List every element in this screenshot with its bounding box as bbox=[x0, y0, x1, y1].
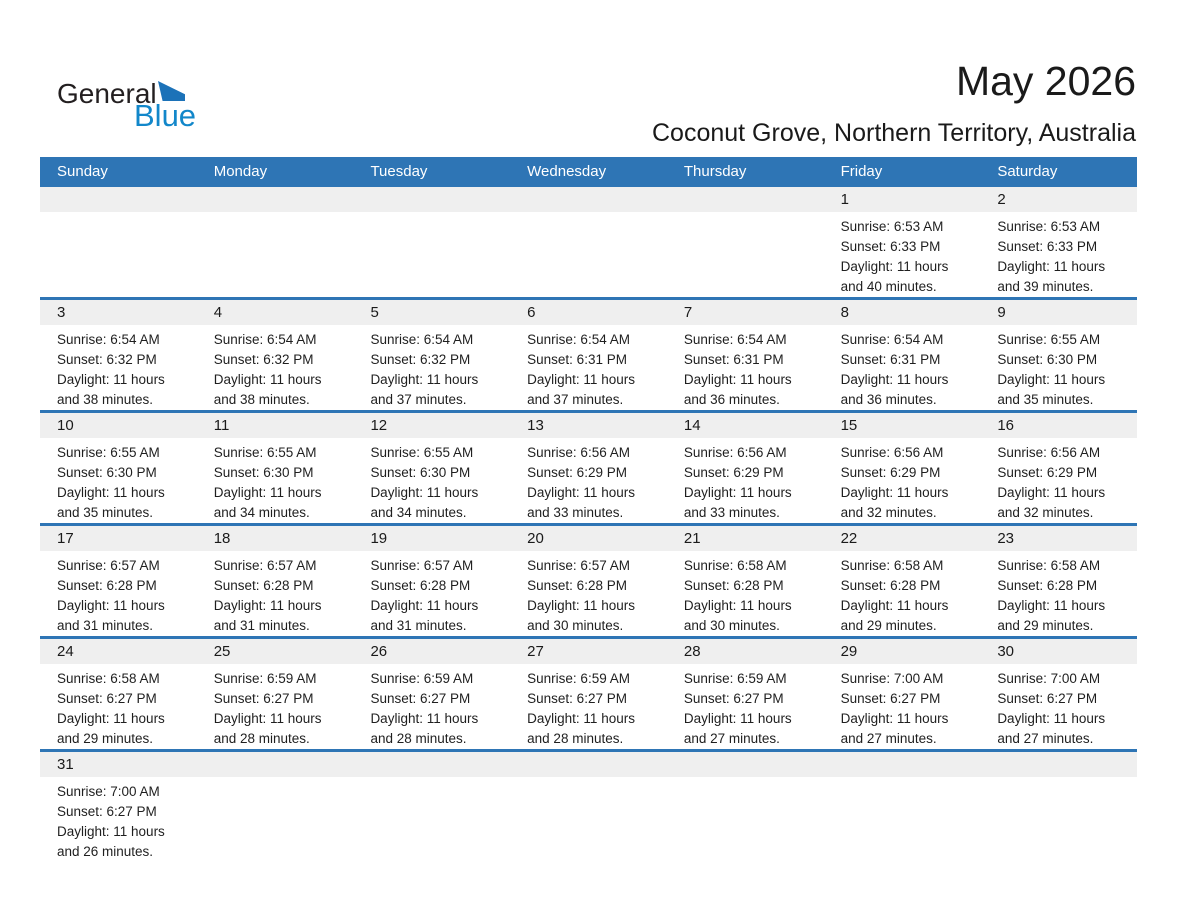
sunset-text: Sunset: 6:28 PM bbox=[57, 578, 157, 593]
day-cell-4 bbox=[197, 300, 354, 410]
daylight-text: Daylight: 11 hours and 31 minutes. bbox=[57, 598, 165, 633]
day-number: 12 bbox=[370, 417, 388, 434]
day-number: 9 bbox=[997, 304, 1006, 321]
sunset-text: Sunset: 6:31 PM bbox=[840, 352, 941, 367]
day-details bbox=[824, 438, 981, 523]
weekday-label-saturday: Saturday bbox=[997, 163, 1058, 180]
day-number-band bbox=[353, 187, 510, 212]
page-subtitle: Coconut Grove, Northern Territory, Australia bbox=[652, 119, 1136, 147]
day-number: 29 bbox=[840, 643, 858, 660]
empty-day-cell bbox=[40, 187, 197, 297]
sunset-text: Sunset: 6:28 PM bbox=[370, 578, 471, 593]
day-cell-22 bbox=[824, 526, 981, 636]
sunset-text: Sunset: 6:31 PM bbox=[683, 352, 784, 367]
general-blue-logo bbox=[57, 80, 207, 140]
day-details bbox=[40, 551, 197, 636]
sunset-text: Sunset: 6:28 PM bbox=[527, 578, 627, 593]
sunset-text: Sunset: 6:29 PM bbox=[997, 465, 1098, 480]
daylight-text: Daylight: 11 hours and 37 minutes. bbox=[370, 372, 479, 407]
weekday-label-tuesday: Tuesday bbox=[370, 163, 428, 180]
day-cell-13 bbox=[510, 413, 667, 523]
day-number-band bbox=[40, 300, 197, 325]
empty-day-cell bbox=[824, 752, 981, 862]
day-details bbox=[667, 438, 824, 523]
day-cell-15 bbox=[824, 413, 981, 523]
day-number-band bbox=[197, 639, 354, 664]
day-cell-2 bbox=[980, 187, 1137, 297]
day-number-band bbox=[667, 413, 824, 438]
day-details bbox=[197, 664, 354, 749]
day-details bbox=[980, 325, 1137, 410]
day-number-band bbox=[197, 526, 354, 551]
day-details bbox=[510, 325, 667, 410]
day-details bbox=[824, 325, 981, 410]
day-details bbox=[353, 438, 510, 523]
day-cell-17 bbox=[40, 526, 197, 636]
day-number: 3 bbox=[57, 304, 66, 321]
sunset-text: Sunset: 6:28 PM bbox=[840, 578, 941, 593]
day-number-band bbox=[667, 526, 824, 551]
day-cell-16 bbox=[980, 413, 1137, 523]
day-number: 18 bbox=[213, 530, 231, 547]
day-number: 31 bbox=[57, 756, 74, 773]
sunrise-text: Sunrise: 6:58 AM bbox=[997, 558, 1101, 573]
daylight-text: Daylight: 11 hours and 29 minutes. bbox=[840, 598, 949, 633]
day-number: 13 bbox=[527, 417, 544, 434]
day-cell-6 bbox=[510, 300, 667, 410]
week-row bbox=[40, 187, 1137, 297]
sunset-text: Sunset: 6:31 PM bbox=[527, 352, 627, 367]
week-row bbox=[40, 749, 1137, 862]
daylight-text: Daylight: 11 hours and 30 minutes. bbox=[683, 598, 792, 633]
day-details bbox=[667, 325, 824, 410]
day-cell-5 bbox=[353, 300, 510, 410]
weekday-label-monday: Monday bbox=[213, 163, 268, 180]
sunset-text: Sunset: 6:30 PM bbox=[997, 352, 1098, 367]
sunrise-text: Sunrise: 6:56 AM bbox=[997, 445, 1101, 460]
sunrise-text: Sunrise: 6:55 AM bbox=[213, 445, 317, 460]
day-details bbox=[40, 664, 197, 749]
daylight-text: Daylight: 11 hours and 31 minutes. bbox=[213, 598, 322, 633]
week-row bbox=[40, 523, 1137, 636]
day-details bbox=[980, 551, 1137, 636]
day-cell-12 bbox=[353, 413, 510, 523]
calendar-table bbox=[40, 157, 1137, 862]
day-details bbox=[980, 664, 1137, 749]
sunrise-text: Sunrise: 6:59 AM bbox=[213, 671, 317, 686]
day-number: 1 bbox=[840, 191, 849, 208]
day-number: 22 bbox=[840, 530, 858, 547]
day-details bbox=[353, 325, 510, 410]
day-cell-1 bbox=[824, 187, 981, 297]
sunset-text: Sunset: 6:27 PM bbox=[57, 691, 157, 706]
daylight-text: Daylight: 11 hours and 33 minutes. bbox=[527, 485, 635, 520]
daylight-text: Daylight: 11 hours and 27 minutes. bbox=[997, 711, 1106, 746]
empty-day-cell bbox=[667, 187, 824, 297]
sunset-text: Sunset: 6:32 PM bbox=[370, 352, 471, 367]
daylight-text: Daylight: 11 hours and 39 minutes. bbox=[997, 259, 1106, 294]
weekday-label-friday: Friday bbox=[840, 163, 883, 180]
day-number-band bbox=[980, 300, 1137, 325]
sunrise-text: Sunrise: 6:55 AM bbox=[997, 332, 1101, 347]
sunset-text: Sunset: 6:30 PM bbox=[57, 465, 157, 480]
daylight-text: Daylight: 11 hours and 38 minutes. bbox=[213, 372, 322, 407]
day-cell-31 bbox=[40, 752, 197, 862]
sunset-text: Sunset: 6:28 PM bbox=[683, 578, 784, 593]
day-details bbox=[40, 438, 197, 523]
weekday-header-row bbox=[40, 157, 1137, 187]
day-number-band bbox=[197, 413, 354, 438]
sunrise-text: Sunrise: 7:00 AM bbox=[840, 671, 944, 686]
day-details bbox=[40, 777, 197, 862]
day-number: 2 bbox=[997, 191, 1006, 208]
day-cell-3 bbox=[40, 300, 197, 410]
day-cell-24 bbox=[40, 639, 197, 749]
logo-text-general: General bbox=[57, 78, 157, 109]
day-number-band bbox=[353, 752, 510, 777]
day-number: 30 bbox=[997, 643, 1014, 660]
day-number-band bbox=[353, 526, 510, 551]
day-number-band bbox=[824, 300, 981, 325]
empty-day-cell bbox=[510, 187, 667, 297]
day-number-band bbox=[667, 187, 824, 212]
day-details bbox=[510, 551, 667, 636]
day-cell-27 bbox=[510, 639, 667, 749]
daylight-text: Daylight: 11 hours and 29 minutes. bbox=[57, 711, 165, 746]
day-details bbox=[510, 438, 667, 523]
sunset-text: Sunset: 6:32 PM bbox=[213, 352, 314, 367]
day-number-band bbox=[40, 526, 197, 551]
day-cell-10 bbox=[40, 413, 197, 523]
day-number: 16 bbox=[997, 417, 1014, 434]
daylight-text: Daylight: 11 hours and 30 minutes. bbox=[527, 598, 635, 633]
sunrise-text: Sunrise: 7:00 AM bbox=[997, 671, 1101, 686]
day-number-band bbox=[40, 413, 197, 438]
day-number: 25 bbox=[213, 643, 231, 660]
day-number: 17 bbox=[57, 530, 74, 547]
day-number-band bbox=[824, 187, 981, 212]
sunrise-text: Sunrise: 6:57 AM bbox=[213, 558, 317, 573]
day-cell-19 bbox=[353, 526, 510, 636]
day-cell-14 bbox=[667, 413, 824, 523]
daylight-text: Daylight: 11 hours and 32 minutes. bbox=[840, 485, 949, 520]
daylight-text: Daylight: 11 hours and 28 minutes. bbox=[370, 711, 479, 746]
empty-day-cell bbox=[980, 752, 1137, 862]
sunrise-text: Sunrise: 6:56 AM bbox=[527, 445, 630, 460]
weekday-label-sunday: Sunday bbox=[57, 163, 108, 180]
daylight-text: Daylight: 11 hours and 32 minutes. bbox=[997, 485, 1106, 520]
sunset-text: Sunset: 6:32 PM bbox=[57, 352, 157, 367]
day-number-band bbox=[353, 639, 510, 664]
day-cell-25 bbox=[197, 639, 354, 749]
day-number-band bbox=[40, 187, 197, 212]
daylight-text: Daylight: 11 hours and 28 minutes. bbox=[213, 711, 322, 746]
day-details bbox=[824, 212, 981, 297]
sunrise-text: Sunrise: 6:53 AM bbox=[997, 219, 1101, 234]
day-details bbox=[824, 551, 981, 636]
sunset-text: Sunset: 6:28 PM bbox=[997, 578, 1098, 593]
day-number-band bbox=[197, 187, 354, 212]
daylight-text: Daylight: 11 hours and 26 minutes. bbox=[57, 824, 165, 859]
day-details bbox=[197, 325, 354, 410]
day-number-band bbox=[824, 752, 981, 777]
page-title: May 2026 bbox=[955, 58, 1136, 104]
day-cell-18 bbox=[197, 526, 354, 636]
sunset-text: Sunset: 6:30 PM bbox=[213, 465, 314, 480]
day-number-band bbox=[980, 639, 1137, 664]
day-number-band bbox=[510, 752, 667, 777]
week-row bbox=[40, 636, 1137, 749]
day-number-band bbox=[667, 639, 824, 664]
empty-day-cell bbox=[667, 752, 824, 862]
sunrise-text: Sunrise: 6:54 AM bbox=[527, 332, 630, 347]
day-cell-21 bbox=[667, 526, 824, 636]
sunset-text: Sunset: 6:30 PM bbox=[370, 465, 471, 480]
sunrise-text: Sunrise: 6:57 AM bbox=[527, 558, 630, 573]
day-number: 7 bbox=[683, 304, 693, 321]
logo-text-blue: Blue bbox=[134, 98, 197, 133]
weekday-label-wednesday: Wednesday bbox=[527, 163, 607, 180]
day-details bbox=[667, 551, 824, 636]
sunrise-text: Sunrise: 6:59 AM bbox=[683, 671, 787, 686]
day-details bbox=[197, 438, 354, 523]
day-number: 24 bbox=[57, 643, 74, 660]
day-number: 27 bbox=[527, 643, 544, 660]
calendar-grid bbox=[40, 187, 1137, 862]
daylight-text: Daylight: 11 hours and 36 minutes. bbox=[683, 372, 792, 407]
day-number-band bbox=[667, 300, 824, 325]
weekday-label-thursday: Thursday bbox=[683, 163, 747, 180]
day-number-band bbox=[824, 526, 981, 551]
sunrise-text: Sunrise: 6:56 AM bbox=[683, 445, 787, 460]
day-cell-29 bbox=[824, 639, 981, 749]
day-number-band bbox=[980, 526, 1137, 551]
day-number: 11 bbox=[213, 417, 230, 434]
day-number-band bbox=[197, 300, 354, 325]
day-details bbox=[824, 664, 981, 749]
sunrise-text: Sunrise: 6:54 AM bbox=[840, 332, 944, 347]
day-number-band bbox=[40, 639, 197, 664]
daylight-text: Daylight: 11 hours and 33 minutes. bbox=[683, 485, 792, 520]
day-number-band bbox=[510, 187, 667, 212]
day-number: 6 bbox=[527, 304, 536, 321]
sunrise-text: Sunrise: 6:59 AM bbox=[527, 671, 630, 686]
day-number-band bbox=[197, 752, 354, 777]
daylight-text: Daylight: 11 hours and 36 minutes. bbox=[840, 372, 949, 407]
daylight-text: Daylight: 11 hours and 40 minutes. bbox=[840, 259, 949, 294]
sunset-text: Sunset: 6:27 PM bbox=[527, 691, 627, 706]
daylight-text: Daylight: 11 hours and 27 minutes. bbox=[840, 711, 949, 746]
day-details bbox=[510, 664, 667, 749]
sunrise-text: Sunrise: 6:54 AM bbox=[683, 332, 787, 347]
day-number-band bbox=[353, 413, 510, 438]
day-details bbox=[353, 664, 510, 749]
day-details bbox=[667, 664, 824, 749]
day-number: 14 bbox=[683, 417, 701, 434]
week-row bbox=[40, 410, 1137, 523]
empty-day-cell bbox=[510, 752, 667, 862]
daylight-text: Daylight: 11 hours and 34 minutes. bbox=[213, 485, 322, 520]
day-cell-8 bbox=[824, 300, 981, 410]
sunset-text: Sunset: 6:27 PM bbox=[57, 804, 157, 819]
daylight-text: Daylight: 11 hours and 38 minutes. bbox=[57, 372, 165, 407]
sunrise-text: Sunrise: 6:58 AM bbox=[683, 558, 787, 573]
sunset-text: Sunset: 6:28 PM bbox=[213, 578, 314, 593]
day-number: 5 bbox=[370, 304, 379, 321]
day-cell-7 bbox=[667, 300, 824, 410]
sunrise-text: Sunrise: 6:54 AM bbox=[370, 332, 474, 347]
sunset-text: Sunset: 6:27 PM bbox=[683, 691, 784, 706]
sunrise-text: Sunrise: 6:54 AM bbox=[57, 332, 160, 347]
day-number-band bbox=[510, 413, 667, 438]
sunrise-text: Sunrise: 6:58 AM bbox=[840, 558, 944, 573]
day-number: 4 bbox=[213, 304, 223, 321]
empty-day-cell bbox=[353, 752, 510, 862]
day-details bbox=[980, 212, 1137, 297]
day-number: 28 bbox=[683, 643, 701, 660]
day-number: 26 bbox=[370, 643, 388, 660]
sunset-text: Sunset: 6:33 PM bbox=[997, 239, 1098, 254]
day-number: 21 bbox=[683, 530, 701, 547]
sunset-text: Sunset: 6:33 PM bbox=[840, 239, 941, 254]
empty-day-cell bbox=[353, 187, 510, 297]
day-number-band bbox=[510, 639, 667, 664]
sunrise-text: Sunrise: 6:55 AM bbox=[370, 445, 474, 460]
sunset-text: Sunset: 6:27 PM bbox=[840, 691, 941, 706]
day-number-band bbox=[667, 752, 824, 777]
day-number-band bbox=[353, 300, 510, 325]
day-cell-23 bbox=[980, 526, 1137, 636]
day-number-band bbox=[40, 752, 197, 777]
sunset-text: Sunset: 6:29 PM bbox=[527, 465, 627, 480]
sunset-text: Sunset: 6:29 PM bbox=[683, 465, 784, 480]
sunrise-text: Sunrise: 6:59 AM bbox=[370, 671, 474, 686]
sunrise-text: Sunrise: 6:55 AM bbox=[57, 445, 160, 460]
sunrise-text: Sunrise: 6:58 AM bbox=[57, 671, 160, 686]
day-number-band bbox=[980, 752, 1137, 777]
day-cell-30 bbox=[980, 639, 1137, 749]
day-number-band bbox=[510, 300, 667, 325]
daylight-text: Daylight: 11 hours and 27 minutes. bbox=[683, 711, 792, 746]
day-cell-9 bbox=[980, 300, 1137, 410]
day-number: 20 bbox=[527, 530, 544, 547]
day-cell-26 bbox=[353, 639, 510, 749]
daylight-text: Daylight: 11 hours and 29 minutes. bbox=[997, 598, 1106, 633]
day-details bbox=[980, 438, 1137, 523]
day-cell-28 bbox=[667, 639, 824, 749]
sunset-text: Sunset: 6:27 PM bbox=[213, 691, 314, 706]
daylight-text: Daylight: 11 hours and 31 minutes. bbox=[370, 598, 479, 633]
day-details bbox=[353, 551, 510, 636]
empty-day-cell bbox=[197, 752, 354, 862]
sunrise-text: Sunrise: 6:56 AM bbox=[840, 445, 944, 460]
day-number-band bbox=[510, 526, 667, 551]
sunset-text: Sunset: 6:27 PM bbox=[370, 691, 471, 706]
sunrise-text: Sunrise: 6:54 AM bbox=[213, 332, 317, 347]
day-number-band bbox=[980, 413, 1137, 438]
day-cell-11 bbox=[197, 413, 354, 523]
day-number-band bbox=[824, 413, 981, 438]
empty-day-cell bbox=[197, 187, 354, 297]
sunrise-text: Sunrise: 6:57 AM bbox=[370, 558, 474, 573]
daylight-text: Daylight: 11 hours and 34 minutes. bbox=[370, 485, 479, 520]
day-details bbox=[40, 325, 197, 410]
day-number: 23 bbox=[997, 530, 1014, 547]
week-row bbox=[40, 297, 1137, 410]
day-number: 15 bbox=[840, 417, 858, 434]
day-number: 19 bbox=[370, 530, 388, 547]
daylight-text: Daylight: 11 hours and 28 minutes. bbox=[527, 711, 635, 746]
sunrise-text: Sunrise: 6:53 AM bbox=[840, 219, 944, 234]
sunset-text: Sunset: 6:29 PM bbox=[840, 465, 941, 480]
day-number-band bbox=[824, 639, 981, 664]
day-number: 10 bbox=[57, 417, 74, 434]
daylight-text: Daylight: 11 hours and 35 minutes. bbox=[997, 372, 1106, 407]
daylight-text: Daylight: 11 hours and 37 minutes. bbox=[527, 372, 635, 407]
day-cell-20 bbox=[510, 526, 667, 636]
daylight-text: Daylight: 11 hours and 35 minutes. bbox=[57, 485, 165, 520]
sunrise-text: Sunrise: 7:00 AM bbox=[57, 784, 160, 799]
sunrise-text: Sunrise: 6:57 AM bbox=[57, 558, 160, 573]
day-number-band bbox=[980, 187, 1137, 212]
sunset-text: Sunset: 6:27 PM bbox=[997, 691, 1098, 706]
day-details bbox=[197, 551, 354, 636]
day-number: 8 bbox=[840, 304, 849, 321]
